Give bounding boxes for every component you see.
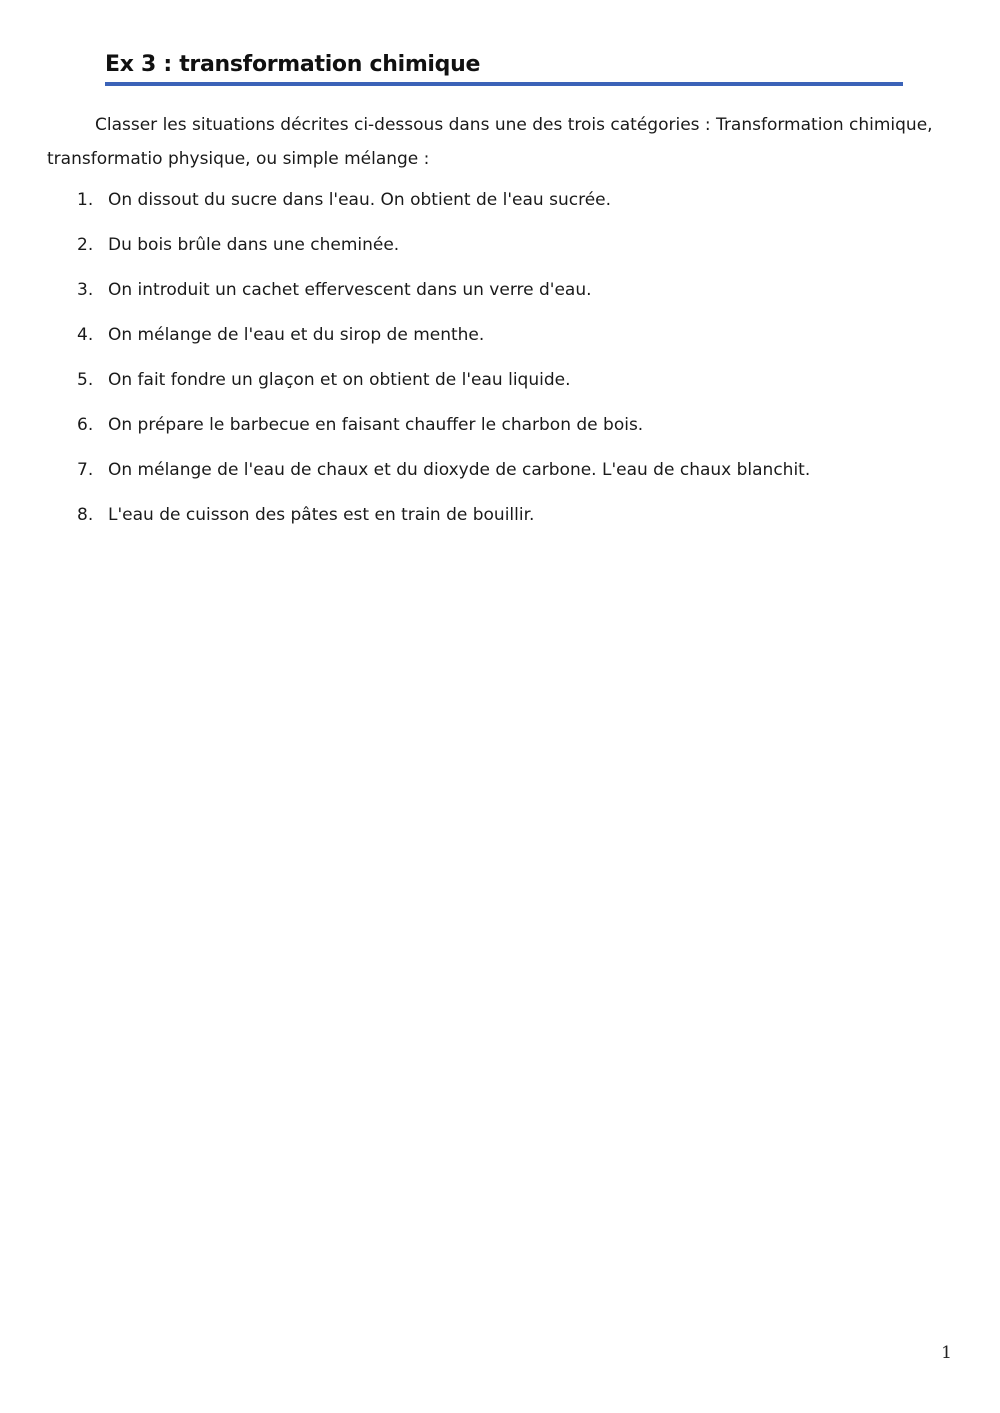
item-text: On mélange de l'eau de chaux et du dioxyde de carbone. L'eau de chaux blanchit.: [108, 460, 811, 480]
item-text: On prépare le barbecue en faisant chauffer le charbon de bois.: [108, 415, 644, 435]
exercise-header: [105, 50, 903, 86]
item-text: On introduit un cachet effervescent dans un verre d'eau.: [108, 280, 592, 300]
exercise-title: Ex 3 : transformation chimique: [105, 52, 481, 77]
list-item: [47, 363, 952, 408]
item-number: 8.: [77, 505, 94, 525]
item-text: Du bois brûle dans une cheminée.: [108, 235, 400, 255]
item-number: 3.: [77, 280, 94, 300]
item-number: 2.: [77, 235, 94, 255]
list-item: [47, 408, 952, 453]
item-number: 4.: [77, 325, 94, 345]
item-text: On dissout du sucre dans l'eau. On obtient de l'eau sucrée.: [108, 190, 612, 210]
item-text: On mélange de l'eau et du sirop de menthe.: [108, 325, 485, 345]
situations-list: [47, 183, 952, 543]
instructions-paragraph: Classer les situations décrites ci-dessous dans une des trois catégories : Transformation chimique, transformatio physique, ou simple mélange :: [47, 115, 933, 169]
item-number: 5.: [77, 370, 94, 390]
page-number: 1: [941, 1343, 952, 1363]
item-number: 7.: [77, 460, 94, 480]
item-number: 6.: [77, 415, 94, 435]
list-item: [47, 453, 952, 498]
item-text: L'eau de cuisson des pâtes est en train de bouillir.: [108, 505, 535, 525]
item-text: On fait fondre un glaçon et on obtient de l'eau liquide.: [108, 370, 571, 390]
title-underline: [105, 82, 903, 86]
list-item: [47, 273, 952, 318]
list-item: [47, 183, 952, 228]
list-item: [47, 228, 952, 273]
list-item: [47, 318, 952, 363]
list-item: [47, 498, 952, 543]
item-number: 1.: [77, 190, 94, 210]
